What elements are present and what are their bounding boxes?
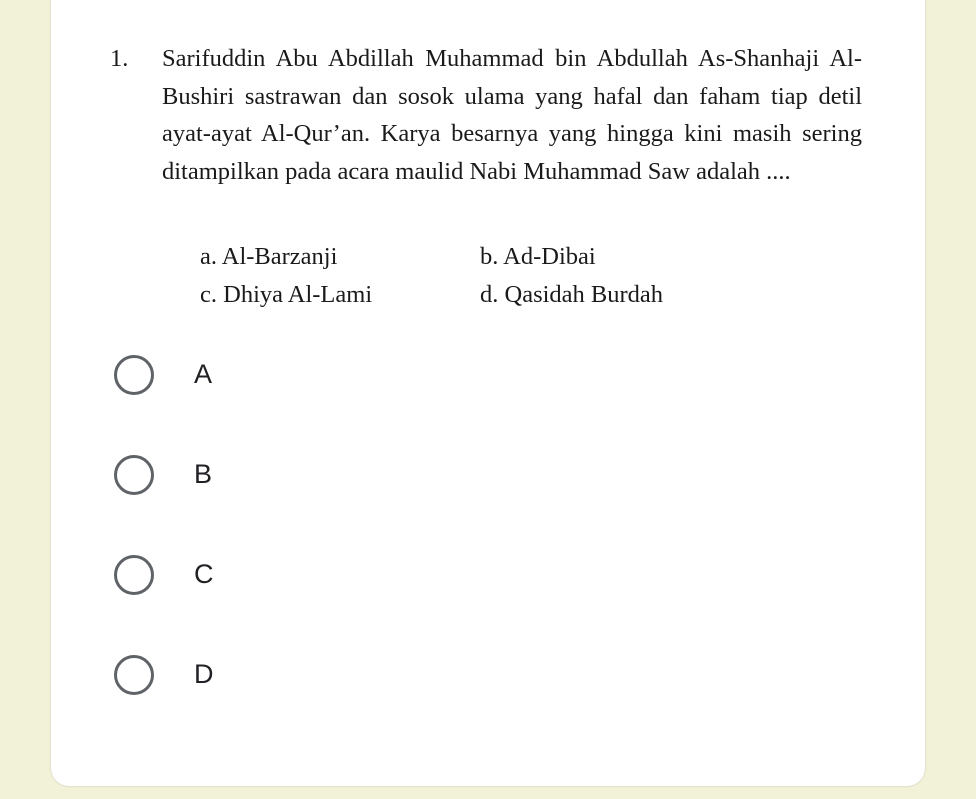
question-text: Sarifuddin Abu Abdillah Muhammad bin Abdullah As-Shanhaji Al-Bushiri sastrawan dan sosok ulama yang hafal dan faham tiap detil ayat-ayat Al-Qur’an. Karya besarnya yang hingga kini masih sering ditampilkan pada acara maulid Nabi Muhammad Saw adalah .... [162, 45, 862, 185]
choice-b-text: b. Ad-Dibai [480, 243, 596, 270]
radio-option-b[interactable] [114, 450, 214, 499]
radio-button-icon[interactable] [114, 455, 154, 495]
radio-option-label: C [194, 559, 214, 589]
choice-c-text: c. Dhiya Al-Lami [200, 280, 373, 308]
radio-option-label: B [194, 459, 213, 489]
choice-a-text: a. Al-Barzanji [200, 243, 338, 270]
question-block [110, 40, 862, 190]
choice-row [200, 276, 760, 314]
radio-option-c[interactable] [114, 550, 214, 599]
radio-option-a[interactable] [114, 350, 214, 399]
radio-option-d[interactable] [114, 650, 214, 699]
question-number: 1. [110, 45, 129, 72]
radio-button-icon[interactable] [114, 655, 154, 695]
radio-option-group [114, 350, 214, 750]
radio-button-icon[interactable] [114, 555, 154, 595]
radio-button-icon[interactable] [114, 355, 154, 395]
answer-choices-list [200, 238, 760, 313]
radio-option-label: A [194, 359, 213, 389]
radio-option-label: D [194, 659, 214, 689]
choice-d-text: d. Qasidah Burdah [480, 280, 664, 308]
choice-row [200, 238, 760, 276]
